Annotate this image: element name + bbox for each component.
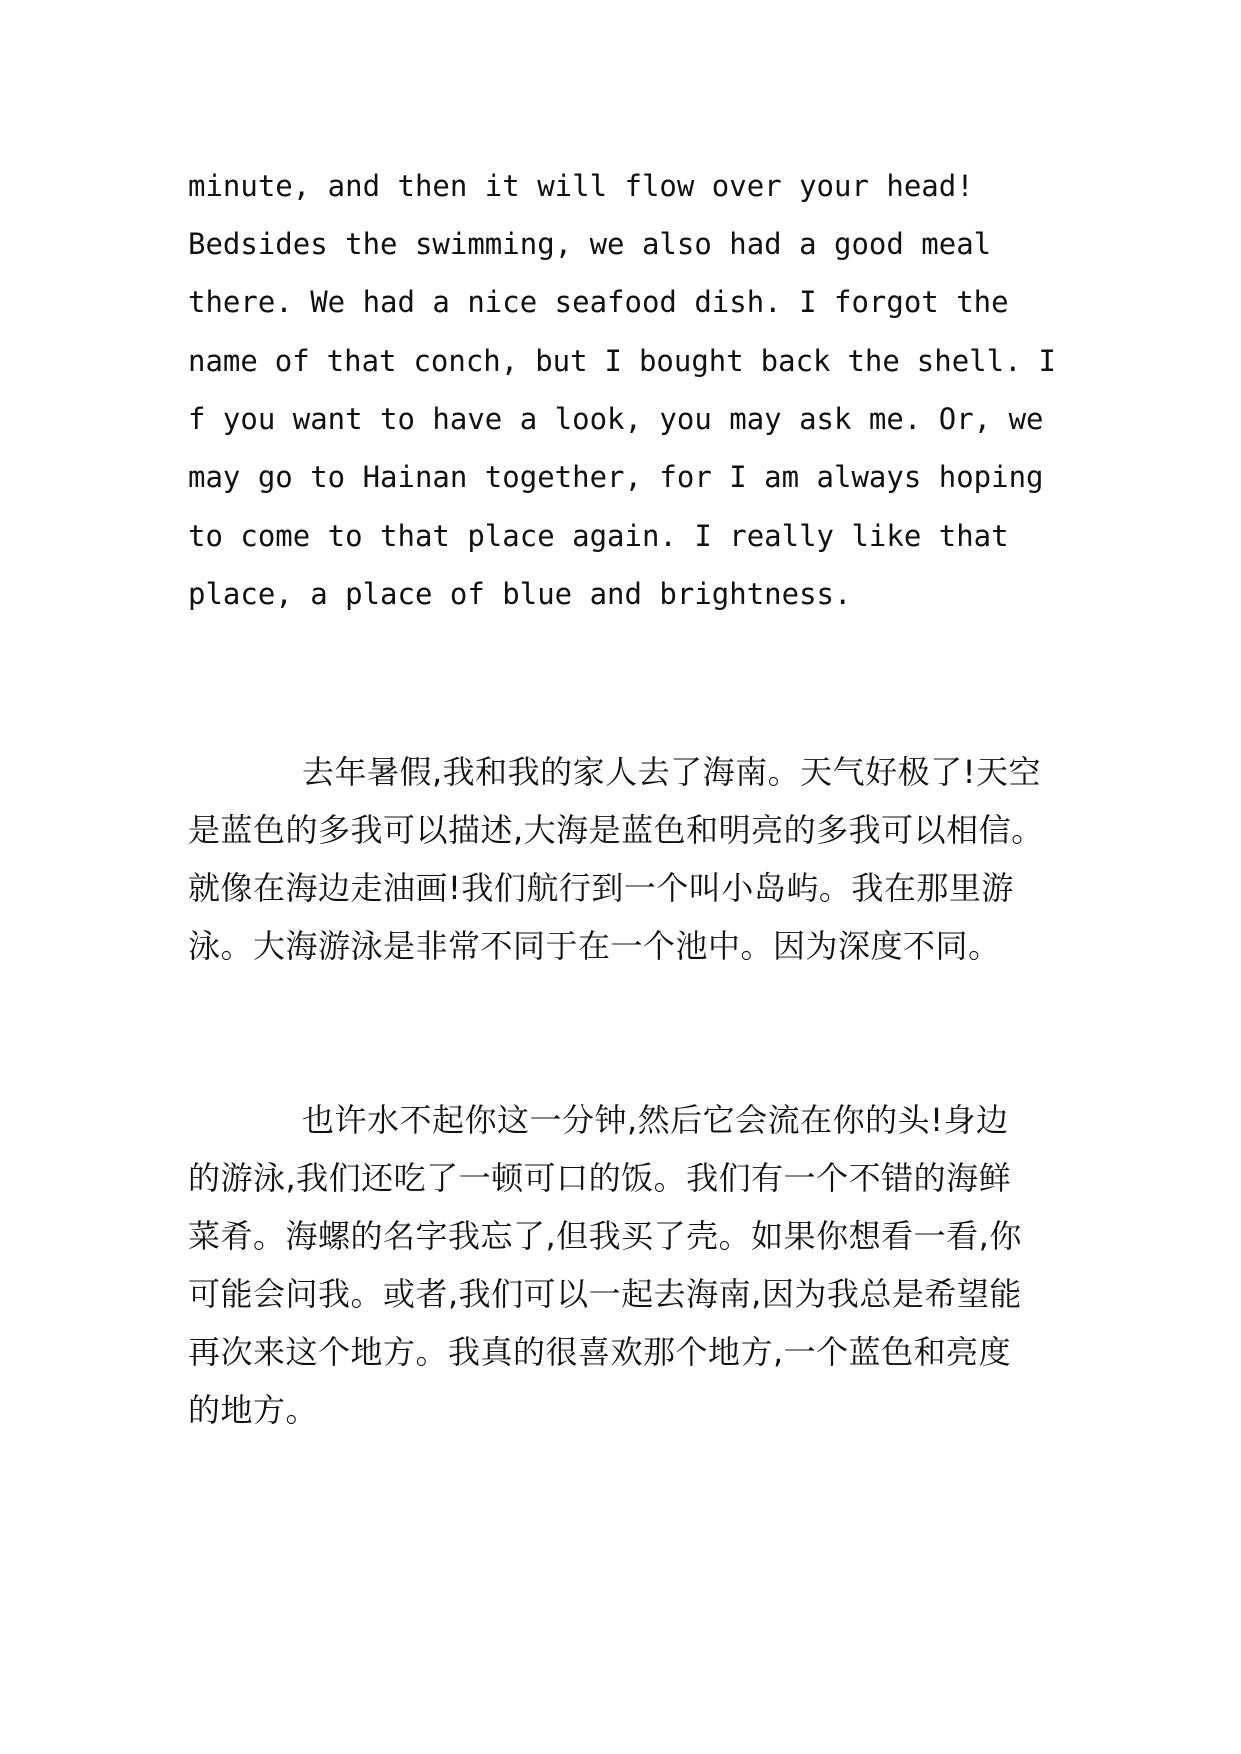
chinese-p2-line-5: 再次来这个地方。我真的很喜欢那个地方,一个蓝色和亮度: [188, 1333, 1012, 1371]
english-line-1: minute, and then it will flow over your head!: [188, 169, 974, 203]
english-line-6: may go to Hainan together, for I am always hoping: [188, 460, 1044, 494]
chinese-p1-line-3: 就像在海边走油画!我们航行到一个叫小岛屿。我在那里游: [188, 869, 1014, 907]
chinese-p1-line-1: 去年暑假,我和我的家人去了海南。天气好极了!天空: [302, 753, 1042, 791]
chinese-p2-line-6: 的地方。: [188, 1391, 319, 1429]
english-line-4: name of that conch, but I bought back the shell. I: [188, 344, 1056, 378]
chinese-p2-line-4: 可能会问我。或者,我们可以一起去海南,因为我总是希望能: [188, 1275, 1022, 1313]
english-line-5: f you want to have a look, you may ask me. Or, we: [188, 402, 1044, 436]
chinese-p2-line-1: 也许水不起你这一分钟,然后它会流在你的头!身边: [302, 1101, 1009, 1139]
chinese-p2-line-2: 的游泳,我们还吃了一顿可口的饭。我们有一个不错的海鲜: [188, 1159, 1012, 1197]
chinese-p1-line-4: 泳。大海游泳是非常不同于在一个池中。因为深度不同。: [188, 927, 1001, 965]
english-line-2: Bedsides the swimming, we also had a good meal: [188, 227, 992, 261]
english-line-3: there. We had a nice seafood dish. I forgot the: [188, 285, 1009, 319]
english-line-7: to come to that place again. I really like that: [188, 519, 1009, 553]
chinese-p1-line-2: 是蓝色的多我可以描述,大海是蓝色和明亮的多我可以相信。: [188, 811, 1044, 849]
english-line-8: place, a place of blue and brightness.: [188, 577, 852, 611]
chinese-p2-line-3: 菜肴。海螺的名字我忘了,但我买了壳。如果你想看一看,你: [188, 1217, 1022, 1255]
